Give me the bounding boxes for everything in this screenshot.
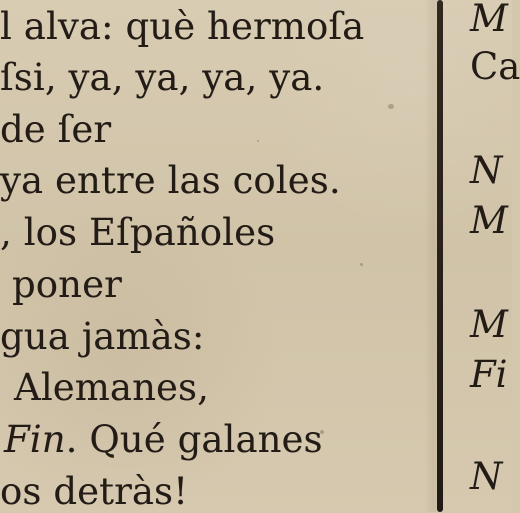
right-fragment-4: M <box>470 199 508 242</box>
right-fragment-2: Ca <box>470 45 520 88</box>
text-line-3: de ſer <box>0 108 112 151</box>
text-line-4: ya entre las coles. <box>0 159 341 202</box>
text-line-9 <box>4 418 323 461</box>
text-line-2: ſsi, ya, ya, ya, ya. <box>0 56 325 99</box>
paper-speck <box>388 104 394 109</box>
text-line-10: os detràs! <box>0 470 189 513</box>
speaker-label-fin: Fin <box>4 418 66 461</box>
right-fragment-6: Fi <box>470 353 508 396</box>
text-line-8: Alemanes, <box>14 366 209 409</box>
right-fragment-7: N <box>470 455 503 498</box>
text-line-1: l alva: què hermoſa <box>0 5 365 48</box>
paper-speck <box>257 140 259 142</box>
text-line-6: poner <box>12 263 122 306</box>
text-line-7: gua jamàs: <box>0 315 205 358</box>
right-fragment-1: M <box>470 0 508 40</box>
right-fragment-5: M <box>470 303 508 346</box>
text-line-9-rest: . Qué galanes <box>65 418 323 461</box>
right-fragment-3: N <box>470 149 503 192</box>
text-line-5: , los Eſpañoles <box>0 211 276 254</box>
paper-speck <box>360 263 363 266</box>
column-divider <box>437 0 443 512</box>
